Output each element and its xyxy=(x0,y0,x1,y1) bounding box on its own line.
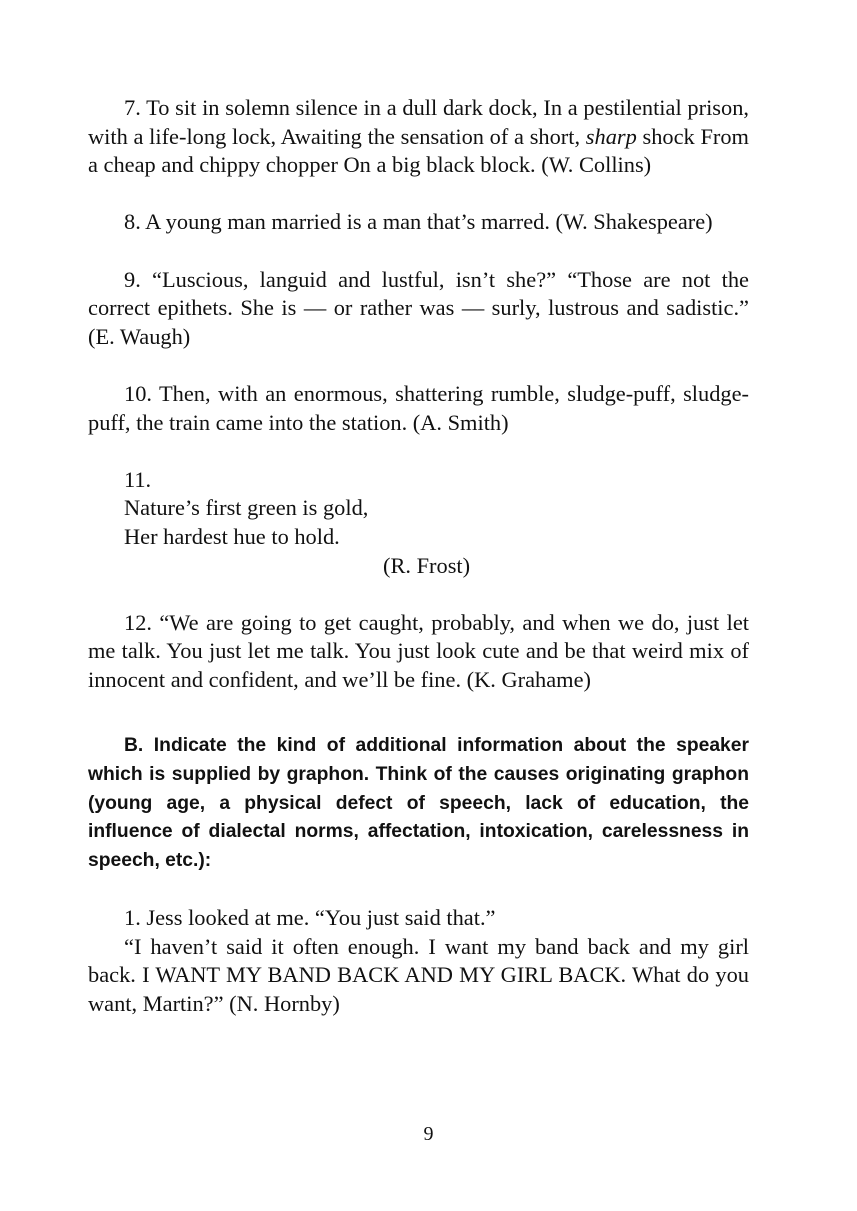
example-11-number: 11. xyxy=(124,466,152,492)
page-number: 9 xyxy=(423,1123,434,1145)
exercise-b1-line-2: “I haven’t said it often enough. I want my band back and my girl back. I WANT MY BAND BACK AND MY GIRL BACK. What do you want, Martin?” (N. Hornby) xyxy=(88,933,749,1016)
example-11-poem xyxy=(88,466,749,580)
spacer xyxy=(88,237,749,266)
poem-line-1: Nature’s first green is gold, xyxy=(124,495,369,521)
spacer xyxy=(88,580,749,609)
spacer xyxy=(88,180,749,209)
example-7-text-after: shock From a cheap and chippy chopper On a big black block. (W. Collins) xyxy=(88,123,749,178)
example-8: 8. A young man married is a man that’s marred. (W. Shakespeare) xyxy=(124,209,713,235)
page-body xyxy=(88,94,749,1018)
exercise-b1-line-1: 1. Jess looked at me. “You just said that.” xyxy=(124,905,496,931)
spacer xyxy=(88,875,749,904)
task-b-instructions: B. Indicate the kind of additional information about the speaker which is supplied by graphon. Think of the causes originating graphon (young age, a physical defect of speech, lack of education, the influence of dialectal norms, affectation, intoxication, carelessness in speech, etc.): xyxy=(88,735,749,871)
example-7 xyxy=(88,94,749,180)
spacer xyxy=(88,351,749,380)
example-7-italic-word: sharp xyxy=(585,123,637,149)
poem-line-2: Her hardest hue to hold. xyxy=(124,523,340,549)
example-9: 9. “Luscious, languid and lustful, isn’t she?” “Those are not the correct epithets. She is — or rather was — surly, lustrous and sadistic.” (E. Waugh) xyxy=(88,266,749,349)
poem-attribution: (R. Frost) xyxy=(383,552,471,578)
spacer xyxy=(88,694,749,732)
spacer xyxy=(88,437,749,466)
example-10: 10. Then, with an enormous, shattering rumble, sludge-puff, sludge-puff, the train came into the station. (A. Smith) xyxy=(88,380,749,435)
example-7-text-before: 7. To sit in solemn silence in a dull dark dock, In a pestilential prison, with a life-long lock, Awaiting the sensation of a short, xyxy=(88,95,749,149)
example-12: 12. “We are going to get caught, probably, and when we do, just let me talk. You just let me talk. You just look cute and be that weird mix of innocent and confident, and we’ll be fine. (K. Grahame) xyxy=(88,609,749,692)
